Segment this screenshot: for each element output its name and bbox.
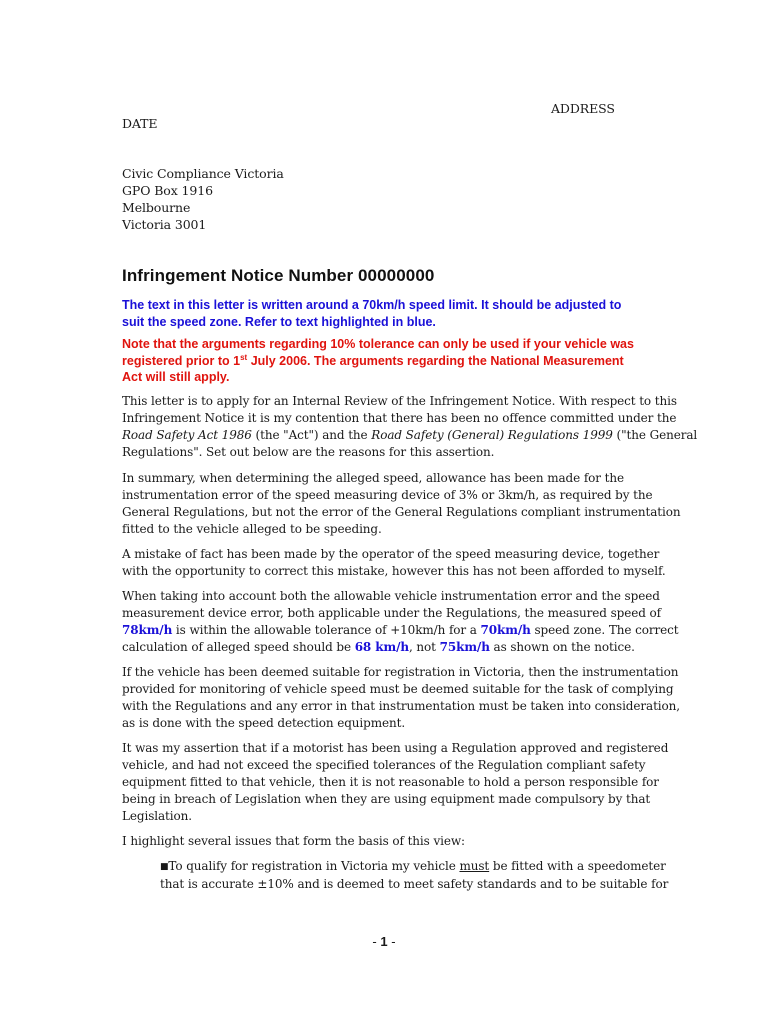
recipient-line: Civic Compliance Victoria bbox=[122, 166, 284, 181]
paragraph-text: calculation of alleged speed should be bbox=[122, 640, 355, 654]
page-number-footer bbox=[0, 934, 768, 949]
bullet-text: To qualify for registration in Victoria my vehicle bbox=[168, 859, 460, 873]
recipient-address bbox=[122, 165, 284, 233]
paragraph-line: fitted to the vehicle alleged to be speeding. bbox=[122, 522, 382, 536]
paragraph-assertion bbox=[122, 740, 692, 825]
recipient-line: GPO Box 1916 bbox=[122, 183, 213, 198]
note-line: Act will still apply. bbox=[122, 370, 230, 384]
bullet-line bbox=[160, 858, 692, 876]
paragraph-line: instrumentation error of the speed measuring device of 3% or 3km/h, as required by the bbox=[122, 488, 653, 502]
paragraph-issues-intro bbox=[122, 833, 692, 850]
paragraph-line: In summary, when determining the alleged speed, allowance has been made for the bbox=[122, 471, 624, 485]
paragraph-line: Infringement Notice it is my contention that there has been no offence committed under the bbox=[122, 411, 677, 425]
paragraph-line: If the vehicle has been deemed suitable for registration in Victoria, then the instrumentation bbox=[122, 665, 679, 679]
sender-address: ADDRESS bbox=[551, 101, 615, 116]
paragraph-text: , not bbox=[408, 640, 440, 654]
paragraph-text: speed zone. The correct bbox=[530, 623, 679, 637]
note-text: July 2006. The arguments regarding the National Measurement bbox=[247, 353, 624, 368]
paragraph-line: Regulations". Set out below are the reasons for this assertion. bbox=[122, 445, 495, 459]
paragraph-line: Legislation. bbox=[122, 809, 192, 823]
paragraph-line: When taking into account both the allowable vehicle instrumentation error and the speed bbox=[122, 589, 660, 603]
paragraph-calculation bbox=[122, 588, 692, 656]
paragraph-text: (the "Act") and the bbox=[251, 428, 372, 442]
letter-date: DATE bbox=[122, 116, 158, 131]
recipient-line: Melbourne bbox=[122, 200, 191, 215]
paragraph-mistake bbox=[122, 546, 692, 580]
paragraph-line: vehicle, and had not exceed the specified tolerances of the Regulation compliant safety bbox=[122, 758, 646, 772]
ordinal-suffix: st bbox=[240, 352, 248, 362]
paragraph-line: It was my assertion that if a motorist has been using a Regulation approved and registered bbox=[122, 741, 669, 755]
correct-speed: 68 km/h bbox=[354, 640, 409, 654]
paragraph-line: with the opportunity to correct this mistake, however this has not been afforded to myself. bbox=[122, 564, 666, 578]
footer-prefix: - bbox=[372, 934, 381, 949]
paragraph-line: A mistake of fact has been made by the operator of the speed measuring device, together bbox=[122, 547, 660, 561]
measured-speed: 78km/h bbox=[122, 623, 173, 637]
page-title: Infringement Notice Number 00000000 bbox=[122, 266, 435, 285]
tolerance-warning-note bbox=[122, 336, 702, 386]
paragraph-line: as is done with the speed detection equipment. bbox=[122, 716, 406, 730]
paragraph-text: ("the General bbox=[612, 428, 698, 442]
paragraph-line: This letter is to apply for an Internal Review of the Infringement Notice. With respect to this bbox=[122, 394, 677, 408]
note-text: registered prior to 1 bbox=[122, 353, 241, 368]
paragraph-line bbox=[122, 639, 692, 656]
paragraph-intro bbox=[122, 393, 698, 461]
recipient-line: Victoria 3001 bbox=[122, 217, 207, 232]
paragraph-text: is within the allowable tolerance of +10km/h for a bbox=[172, 623, 481, 637]
paragraph-line bbox=[122, 427, 698, 444]
bullet-item bbox=[160, 858, 692, 893]
emphasis-must: must bbox=[459, 859, 490, 873]
paragraph-text: as shown on the notice. bbox=[489, 640, 635, 654]
paragraph-line: I highlight several issues that form the basis of this view: bbox=[122, 834, 465, 848]
paragraph-line: measurement device error, both applicable under the Regulations, the measured speed of bbox=[122, 606, 661, 620]
act-title: Road Safety Act 1986 bbox=[122, 428, 252, 442]
paragraph-line: being in breach of Legislation when they are using equipment made compulsory by that bbox=[122, 792, 651, 806]
speed-zone: 70km/h bbox=[480, 623, 531, 637]
notice-speed: 75km/h bbox=[439, 640, 490, 654]
paragraph-summary bbox=[122, 470, 692, 538]
paragraph-line: equipment fitted to that vehicle, then it is not reasonable to hold a person responsible for bbox=[122, 775, 659, 789]
bullet-marker-icon: ■ bbox=[160, 862, 169, 872]
paragraph-line: General Regulations, but not the error of the General Regulations compliant instrumentation bbox=[122, 505, 681, 519]
bullet-text: be fitted with a speedometer bbox=[489, 859, 666, 873]
paragraph-line: provided for monitoring of vehicle speed must be deemed suitable for the task of complying bbox=[122, 682, 674, 696]
regulations-title: Road Safety (General) Regulations 1999 bbox=[371, 428, 613, 442]
bullet-line: that is accurate ±10% and is deemed to meet safety standards and to be suitable for bbox=[160, 877, 669, 891]
paragraph-registration bbox=[122, 664, 692, 732]
paragraph-line: with the Regulations and any error in that instrumentation must be taken into consideration, bbox=[122, 699, 681, 713]
note-line bbox=[122, 353, 702, 370]
note-line: The text in this letter is written around a 70km/h speed limit. It should be adjusted to bbox=[122, 298, 622, 312]
speed-limit-note bbox=[122, 297, 682, 331]
footer-suffix: - bbox=[387, 934, 396, 949]
paragraph-line bbox=[122, 622, 692, 639]
note-line: suit the speed zone. Refer to text highlighted in blue. bbox=[122, 315, 436, 329]
note-line: Note that the arguments regarding 10% tolerance can only be used if your vehicle was bbox=[122, 337, 634, 351]
page-number: 1 bbox=[380, 934, 388, 949]
